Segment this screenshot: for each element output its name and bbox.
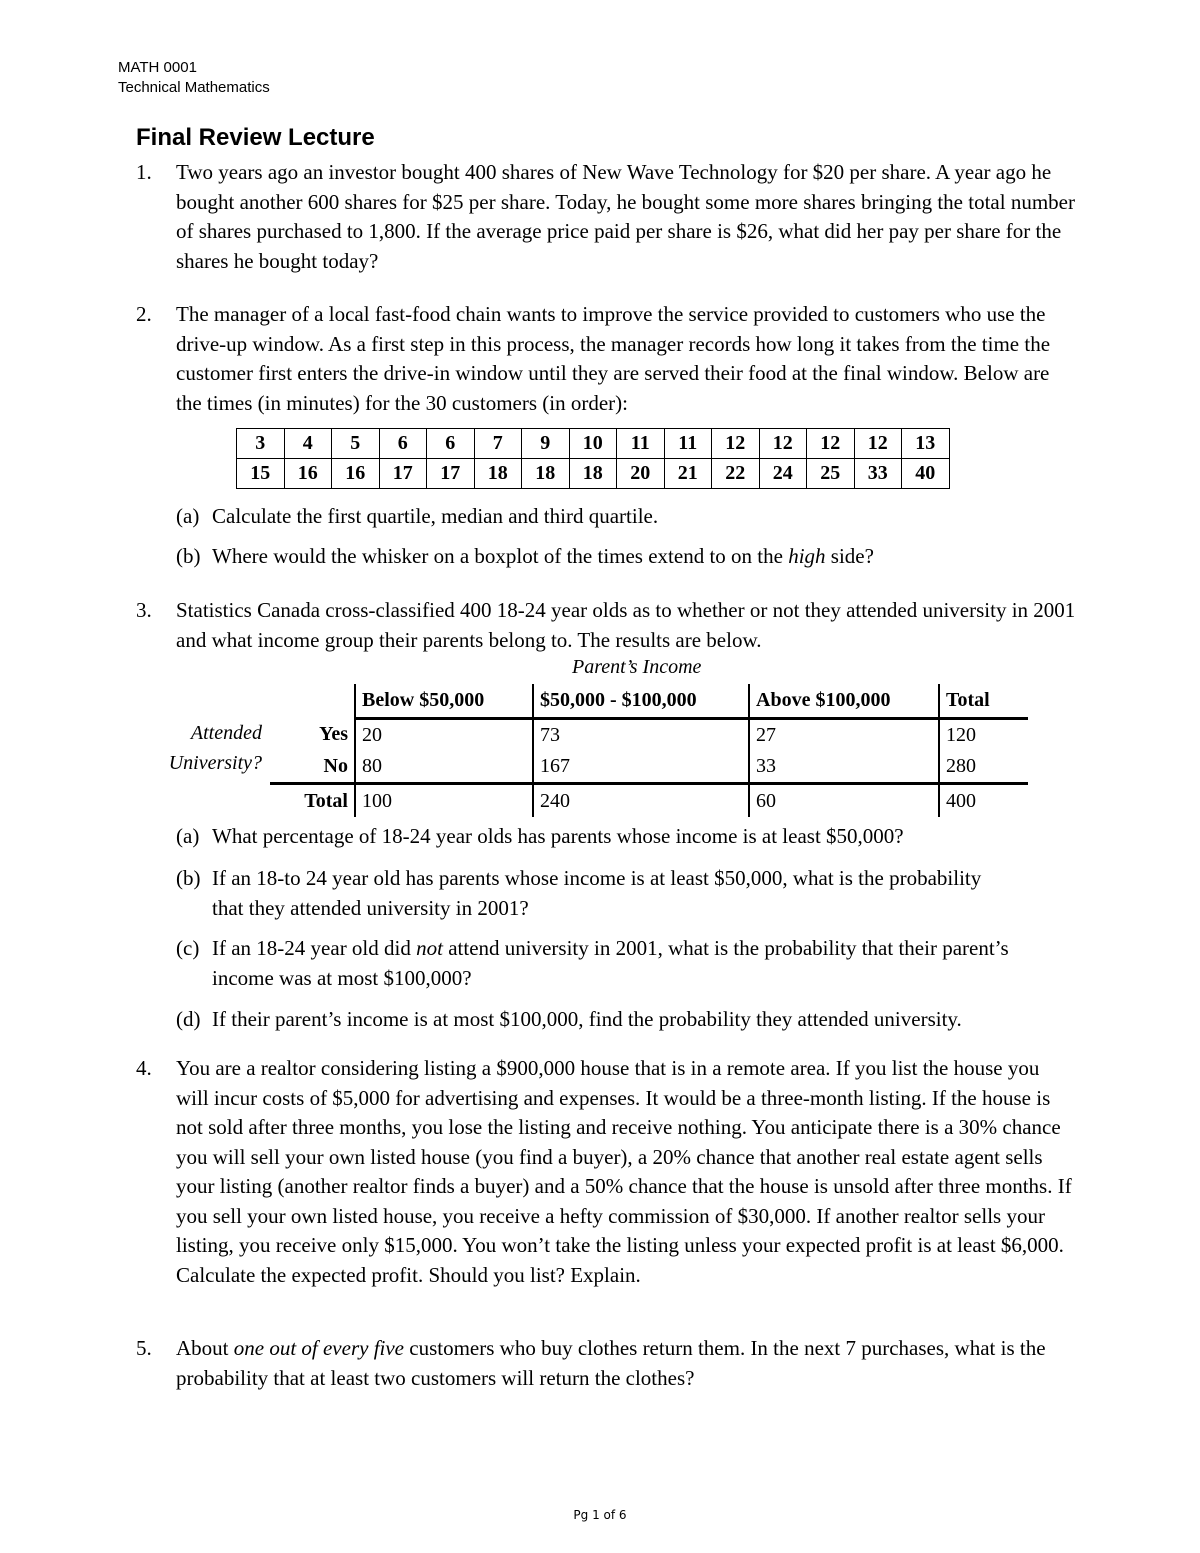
question-2b (176, 542, 1072, 572)
corner-cell (270, 684, 355, 719)
table-row (270, 719, 1028, 752)
sub-label: (b) (176, 866, 201, 890)
question-4 (136, 1054, 1076, 1290)
table-cell: 400 (939, 784, 1028, 818)
table-cell: 80 (355, 751, 533, 784)
question-text: The manager of a local fast-food chain wants to improve the service provided to customers who use the drive-up window. As a first step in this process, the manager records how long it takes from the time the customer first enters the drive-in window until they are served their food at the final window. Below are the times (in minutes) for the 30 customers (in order): (176, 302, 1051, 415)
times-cell: 7 (474, 429, 522, 459)
question-3 (136, 596, 1076, 655)
times-cell: 18 (474, 459, 522, 489)
times-cell: 3 (237, 429, 285, 459)
times-cell: 33 (854, 459, 902, 489)
sub-label: (b) (176, 544, 201, 568)
question-1 (136, 158, 1076, 276)
question-text: Statistics Canada cross-classified 400 18-24 year olds as to whether or not they attended university in 2001 and what income group their parents belong to. The results are below. (176, 598, 1076, 652)
sub-text (212, 542, 1072, 572)
contingency-table (270, 684, 1028, 817)
times-cell: 11 (617, 429, 665, 459)
table-cell: 280 (939, 751, 1028, 784)
table-row (270, 751, 1028, 784)
sub-text: If an 18-to 24 year old has parents whose income is at least $50,000, what is the probability that they attended university in 2001? (212, 866, 982, 920)
times-cell: 15 (237, 459, 285, 489)
times-cell: 6 (427, 429, 475, 459)
page-title: Final Review Lecture (136, 124, 375, 151)
sub-text-part: If an 18-24 year old did (212, 936, 417, 960)
times-cell: 24 (759, 459, 807, 489)
sub-label: (d) (176, 1007, 201, 1031)
times-cell: 20 (617, 459, 665, 489)
question-3d (176, 1005, 1092, 1035)
table-cell: 100 (355, 784, 533, 818)
times-cell: 18 (522, 459, 570, 489)
row-header: No (270, 751, 355, 784)
times-cell: 12 (759, 429, 807, 459)
question-2 (136, 300, 1076, 418)
table-cell: 60 (749, 784, 939, 818)
row-header: Yes (319, 723, 348, 746)
times-cell: 40 (902, 459, 950, 489)
sub-text-part: side? (825, 544, 874, 568)
course-code: MATH 0001 (118, 59, 197, 76)
question-number: 1. (136, 160, 152, 184)
course-header (118, 58, 270, 98)
times-cell: 12 (854, 429, 902, 459)
sub-text (212, 934, 1052, 993)
question-3c (176, 934, 1052, 993)
question-number: 2. (136, 302, 152, 326)
question-text: You are a realtor considering listing a $900,000 house that is in a remote area. If you list the house you will incur costs of $5,000 for advertising and expenses. It would be a three-month listing. If the house is not sold after three months, you lose the listing and receive nothing. You anticipate there is a 30% chance you will sell your own listed house (you find a buyer), a 20% chance that another real estate agent sells your listing (another realtor finds a buyer) and a 50% chance that the house is unsold after three months. If you sell your own listed house, you receive a hefty commission of $30,000. If another realtor sells your listing, you receive only $15,000. You won’t take the listing unless your expected profit is at least $6,000. Calculate the expected profit. Should you list? Explain. (176, 1056, 1072, 1287)
sub-label: (a) (176, 824, 200, 848)
column-header: Below $50,000 (355, 684, 533, 719)
times-cell: 6 (379, 429, 427, 459)
column-header: Total (939, 684, 1028, 719)
sub-text-part: Where would the whisker on a boxplot of the times extend to on the (212, 544, 789, 568)
sub-text-emphasis: not (416, 936, 443, 960)
question-text-emphasis: one out of every five (233, 1336, 405, 1360)
question-number: 4. (136, 1056, 152, 1080)
table-cell: 27 (749, 719, 939, 752)
times-cell: 16 (284, 459, 332, 489)
table-cell: 33 (749, 751, 939, 784)
times-cell: 18 (569, 459, 617, 489)
table-cell: 240 (533, 784, 749, 818)
sub-label: (a) (176, 504, 200, 528)
question-text-part: About (176, 1336, 234, 1360)
times-cell: 22 (712, 459, 760, 489)
question-3a (176, 822, 1072, 852)
times-table (236, 428, 950, 489)
question-2a (176, 502, 1072, 532)
course-name: Technical Mathematics (118, 79, 270, 96)
row-caption-2: University? (168, 752, 262, 774)
times-cell: 17 (427, 459, 475, 489)
question-text (176, 1334, 1076, 1393)
column-header: $50,000 - $100,000 (533, 684, 749, 719)
times-cell: 10 (569, 429, 617, 459)
row-caption-1: Attended (190, 722, 262, 744)
table-cell: 120 (939, 719, 1028, 752)
times-cell: 16 (332, 459, 380, 489)
question-text: Two years ago an investor bought 400 shares of New Wave Technology for $20 per share. A year ago he bought another 600 shares for $25 per share. Today, he bought some more shares bringing the total number of shares purchased to 1,800. If the average price paid per share is $26, what did her pay per share for the shares he bought today? (176, 160, 1075, 273)
times-cell: 12 (712, 429, 760, 459)
times-cell: 25 (807, 459, 855, 489)
table-header-row (270, 684, 1028, 719)
question-number: 5. (136, 1336, 152, 1360)
question-3b (176, 864, 992, 923)
times-row (237, 459, 950, 489)
question-text-part: customers who buy clothes return them. In the next 7 purchases, what is the probability that at least two customers will return the clothes? (176, 1336, 1046, 1390)
table-cell: 20 (355, 719, 533, 752)
sub-label: (c) (176, 936, 200, 960)
times-cell: 4 (284, 429, 332, 459)
times-cell: 5 (332, 429, 380, 459)
page-number: Pg 1 of 6 (573, 1508, 627, 1522)
table-cell: 167 (533, 751, 749, 784)
column-header: Above $100,000 (749, 684, 939, 719)
times-cell: 11 (664, 429, 712, 459)
question-number: 3. (136, 598, 152, 622)
times-cell: 13 (902, 429, 950, 459)
times-row (237, 429, 950, 459)
column-caption: Parent’s Income (572, 656, 702, 678)
sub-text: What percentage of 18-24 year olds has parents whose income is at least $50,000? (212, 824, 904, 848)
times-cell: 17 (379, 459, 427, 489)
table-cell: 73 (533, 719, 749, 752)
table-total-row (270, 784, 1028, 818)
times-cell: 12 (807, 429, 855, 459)
row-header: Total (304, 789, 348, 812)
sub-text: If their parent’s income is at most $100,000, find the probability they attended university. (212, 1007, 962, 1031)
times-cell: 21 (664, 459, 712, 489)
sub-text-emphasis: high (788, 544, 826, 568)
times-cell: 9 (522, 429, 570, 459)
question-5 (136, 1334, 1076, 1393)
sub-text: Calculate the first quartile, median and third quartile. (212, 504, 659, 528)
sub-text-part: attend university in 2001, what is the probability that their parent’s income was at most $100,000? (212, 936, 1009, 990)
